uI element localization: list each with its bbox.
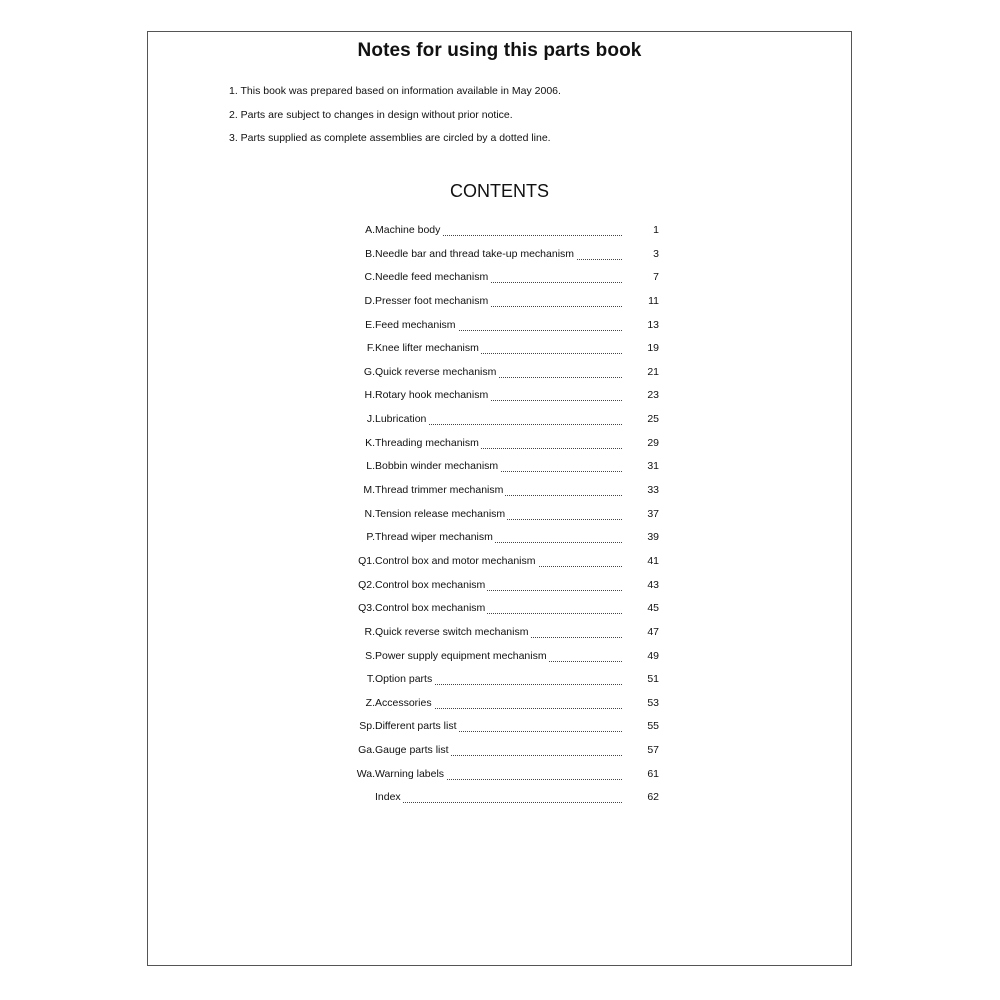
toc-entry-title: Thread trimmer mechanism xyxy=(375,484,504,497)
toc-entry xyxy=(333,293,659,317)
toc-entry-title: Needle feed mechanism xyxy=(375,271,489,284)
toc-entry-page-number: 41 xyxy=(647,554,659,567)
toc-entry-letter: Ga. xyxy=(358,744,375,757)
toc-entry-letter: C. xyxy=(364,271,375,284)
toc-entry-page-number: 51 xyxy=(647,673,659,686)
toc-entry xyxy=(333,789,659,813)
toc-entry-title-area xyxy=(375,340,622,357)
toc-entry-title-area xyxy=(375,742,622,759)
toc-entry-title: Presser foot mechanism xyxy=(375,294,489,307)
toc-entry xyxy=(333,364,659,388)
toc-entry xyxy=(333,246,659,270)
table-of-contents xyxy=(333,222,659,813)
toc-entry xyxy=(333,458,659,482)
toc-entry-letter: E. xyxy=(365,318,375,331)
toc-entry-page-number: 47 xyxy=(647,625,659,638)
toc-entry-page-number: 49 xyxy=(647,649,659,662)
toc-entry-page-number: 53 xyxy=(647,696,659,709)
document-page xyxy=(147,31,852,966)
toc-entry-title-area xyxy=(375,695,622,712)
toc-entry-title-area xyxy=(375,435,622,452)
toc-entry-title: Quick reverse mechanism xyxy=(375,365,497,378)
toc-entry xyxy=(333,718,659,742)
toc-entry xyxy=(333,387,659,411)
toc-entry-letter: Z. xyxy=(365,696,375,709)
toc-entry-title: Needle bar and thread take-up mechanism xyxy=(375,247,575,260)
toc-entry-letter: Q2. xyxy=(358,578,375,591)
toc-entry-title: Index xyxy=(375,791,401,804)
toc-entry xyxy=(333,482,659,506)
toc-entry-page-number: 29 xyxy=(647,436,659,449)
toc-entry xyxy=(333,577,659,601)
toc-entry-title-area xyxy=(375,577,622,594)
toc-entry-title: Bobbin winder mechanism xyxy=(375,460,499,473)
toc-entry-title-area xyxy=(375,387,622,404)
toc-entry-page-number: 33 xyxy=(647,484,659,497)
contents-heading: CONTENTS xyxy=(450,181,549,201)
toc-entry-title: Knee lifter mechanism xyxy=(375,342,479,355)
toc-entry xyxy=(333,435,659,459)
toc-entry-letter: Q1. xyxy=(358,554,375,567)
toc-entry-title-area xyxy=(375,506,622,523)
toc-entry-page-number: 3 xyxy=(653,247,659,260)
toc-entry-title: Rotary hook mechanism xyxy=(375,389,489,402)
toc-dot-leader xyxy=(375,802,622,803)
toc-entry-letter: A. xyxy=(365,224,375,236)
toc-entry-title: Feed mechanism xyxy=(375,318,456,331)
toc-entry xyxy=(333,506,659,530)
page-title: Notes for using this parts book xyxy=(357,40,642,61)
toc-entry xyxy=(333,671,659,695)
toc-entry-title-area xyxy=(375,718,622,735)
toc-entry xyxy=(333,648,659,672)
toc-entry xyxy=(333,695,659,719)
toc-entry-letter: G. xyxy=(363,365,375,378)
toc-entry-page-number: 23 xyxy=(647,389,659,402)
toc-entry-letter: T. xyxy=(366,673,375,686)
toc-entry xyxy=(333,766,659,790)
toc-entry-page-number: 13 xyxy=(647,318,659,331)
toc-entry-page-number: 57 xyxy=(647,744,659,757)
toc-entry-title-area xyxy=(375,482,622,499)
toc-entry-title-area xyxy=(375,246,622,263)
toc-entry-letter: F. xyxy=(366,342,375,355)
toc-entry-letter: Sp. xyxy=(359,720,375,733)
toc-entry-title: Control box mechanism xyxy=(375,578,486,591)
toc-entry-title-area xyxy=(375,364,622,381)
toc-entry-title-area xyxy=(375,648,622,665)
toc-entry-title-area xyxy=(375,293,622,310)
toc-entry xyxy=(333,553,659,577)
toc-entry-title: Threading mechanism xyxy=(375,436,479,449)
toc-entry-letter: D. xyxy=(364,294,375,307)
toc-entry-page-number: 43 xyxy=(647,578,659,591)
toc-entry-title: Option parts xyxy=(375,673,433,686)
toc-entry-page-number: 45 xyxy=(647,602,659,615)
toc-entry-title-area xyxy=(375,411,622,428)
toc-entry-page-number: 61 xyxy=(647,767,659,780)
toc-entry-title-area xyxy=(375,553,622,570)
toc-entry-page-number: 7 xyxy=(653,271,659,284)
toc-entry-title: Control box mechanism xyxy=(375,602,486,615)
toc-entry-letter: J. xyxy=(366,413,375,426)
notes-list xyxy=(229,84,561,155)
toc-entry-title-area xyxy=(375,671,622,688)
toc-entry-page-number: 11 xyxy=(648,294,659,307)
toc-entry xyxy=(333,529,659,553)
note-item: 3. Parts supplied as complete assemblies are circled by a dotted line. xyxy=(229,132,551,144)
toc-entry-letter: L. xyxy=(366,460,375,473)
note-item: 1. This book was prepared based on information available in May 2006. xyxy=(229,85,561,97)
toc-entry-title-area xyxy=(375,624,622,641)
toc-entry-page-number: 21 xyxy=(647,365,659,378)
toc-entry-letter: K. xyxy=(365,436,375,449)
toc-entry-title: Machine body xyxy=(375,224,441,236)
toc-entry-title-area xyxy=(375,317,622,334)
toc-entry-title: Accessories xyxy=(375,696,432,709)
toc-entry-title: Gauge parts list xyxy=(375,744,449,757)
toc-entry-title: Warning labels xyxy=(375,767,445,780)
toc-entry-title: Lubrication xyxy=(375,413,427,426)
note-item: 2. Parts are subject to changes in design without prior notice. xyxy=(229,108,513,121)
toc-entry-page-number: 37 xyxy=(647,507,659,520)
toc-entry-page-number: 19 xyxy=(647,342,659,355)
toc-entry-page-number: 1 xyxy=(653,224,659,236)
toc-entry-letter: N. xyxy=(364,507,375,520)
toc-entry-title-area xyxy=(375,600,622,617)
toc-entry-letter: H. xyxy=(364,389,375,402)
toc-entry xyxy=(333,411,659,435)
toc-entry-letter: Wa. xyxy=(356,767,375,780)
toc-entry-letter: M. xyxy=(363,484,375,497)
toc-entry xyxy=(333,317,659,341)
toc-entry xyxy=(333,269,659,293)
toc-entry xyxy=(333,624,659,648)
toc-entry-title-area xyxy=(375,222,622,239)
toc-entry-title: Thread wiper mechanism xyxy=(375,531,493,544)
toc-entry-letter: P. xyxy=(366,531,375,544)
toc-entry-letter: R. xyxy=(364,625,375,638)
toc-entry xyxy=(333,340,659,364)
toc-entry-page-number: 39 xyxy=(647,531,659,544)
toc-entry-page-number: 55 xyxy=(647,720,659,733)
toc-entry-title: Control box and motor mechanism xyxy=(375,554,536,567)
toc-entry-page-number: 25 xyxy=(647,413,659,426)
toc-entry-letter: S. xyxy=(365,649,375,662)
toc-entry-title-area xyxy=(375,789,622,806)
toc-entry-title: Tension release mechanism xyxy=(375,507,506,520)
toc-entry-title: Quick reverse switch mechanism xyxy=(375,625,529,638)
toc-entry-title: Different parts list xyxy=(375,720,457,733)
toc-entry xyxy=(333,742,659,766)
toc-entry-title: Power supply equipment mechanism xyxy=(375,649,547,662)
toc-entry-title-area xyxy=(375,458,622,475)
toc-entry-letter: B. xyxy=(365,247,375,260)
toc-entry-page-number: 62 xyxy=(647,791,659,804)
toc-entry-title-area xyxy=(375,766,622,783)
toc-entry xyxy=(333,600,659,624)
toc-entry-letter: Q3. xyxy=(358,602,375,615)
toc-entry xyxy=(333,222,659,246)
toc-entry-title-area xyxy=(375,529,622,546)
toc-entry-title-area xyxy=(375,269,622,286)
toc-entry-page-number: 31 xyxy=(647,460,659,473)
